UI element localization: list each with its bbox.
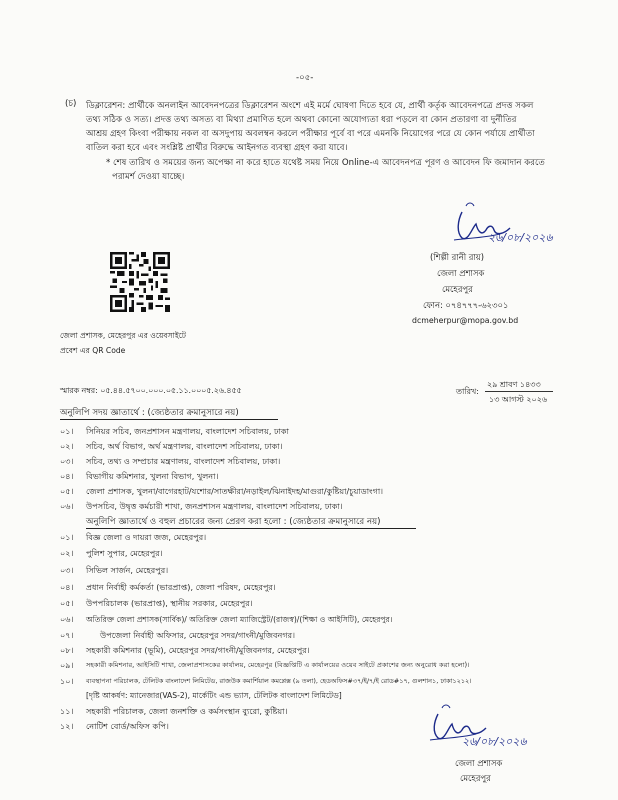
list-item-number: ০৪। <box>60 471 74 481</box>
declaration-line: তথ্য সঠিক ও সত্য। প্রদত্ত তথ্য অসত্য বা মিথ্যা প্রমাণিত হলে অথবা কোনো অযোগ্যতা ধরা পড়লে বা কোন প্রতারণা বা দুর্নীতির <box>86 115 517 125</box>
list-item-number: ০১। <box>60 532 74 542</box>
page-number: -০৫- <box>296 73 314 83</box>
list-item-number: ০৩। <box>60 456 74 466</box>
list-item: সিনিয়র সচিব, জনপ্রশাসন মন্ত্রণালয়, বাংলাদেশ সচিবালয়, ঢাকা <box>86 426 289 436</box>
signature-date: ২৬/০৮/২০২৬ <box>488 231 553 244</box>
qr-caption: প্রবেশ এর QR Code <box>60 346 126 355</box>
signature-date: ২৬/০৮/২০২৬ <box>462 735 527 748</box>
list-item: বিভাগীয় কমিশনার, খুলনা বিভাগ, খুলনা। <box>86 471 219 481</box>
list-item-number: ০৬। <box>60 614 74 624</box>
list-item: সহকারী কমিশনার, আইসিটি শাখা, জেলাপ্রশাসকের কার্যালয়, মেহেরপুর (বিজ্ঞপ্তিটি এ কার্যালয়ের ওয়েব সাইটে প্রকাশের জন্য অনুরোধ করা হলো)। <box>86 661 470 669</box>
declaration-line: ডিক্লারেশন: প্রার্থীকে অনলাইন আবেদনপত্রের ডিক্লারেশন অংশে এই মর্মে ঘোষণা দিতে হবে যে, প্রার্থী কর্তৃক আবেদনপত্রে প্রদত্ত সকল <box>86 101 534 111</box>
section-index: (চ) <box>65 99 77 109</box>
list-item-number: ০১। <box>60 426 74 436</box>
cc-action-heading: অনুলিপি জ্ঞাতার্থে ও বহুল প্রচারের জন্য প্রেরণ করা হলো : (জ্যেষ্ঠতার ক্রমানুসারে নয়) <box>86 517 381 527</box>
advice-note-line: * শেষ তারিখ ও সময়ের জন্য অপেক্ষা না করে হাতে যথেষ্ট সময় নিয়ে Online-এ আবেদনপত্র পূরণ ও আবেদন ফি জমাদান করতে <box>106 158 545 168</box>
signatory-email: dcmeherpur@mopa.gov.bd <box>412 316 519 325</box>
signatory-district: মেহেরপুর <box>442 284 473 294</box>
cc-info-heading: অনুলিপি সদয় জ্ঞাতার্থে : (জ্যেষ্ঠতার ক্রমানুসারে নয়) <box>60 408 239 418</box>
declaration-line: বাতিল করা হবে এবং সংশ্লিষ্ট প্রার্থীর বিরুদ্ধে আইনগত ব্যবস্থা গ্রহণ করা যাবে। <box>86 143 348 153</box>
list-item: প্রধান নির্বাহী কর্মকর্তা (ভারপ্রাপ্ত), জেলা পরিষদ, মেহেরপুর। <box>86 582 276 592</box>
list-item: সহকারী কমিশনার (ভূমি), মেহেরপুর সদর/গাংনী/মুজিবনগর, মেহেরপুর। <box>86 645 310 655</box>
signatory-district: মেহেরপুর <box>460 773 491 783</box>
list-item: উপজেলা নির্বাহী অফিসার, মেহেরপুর সদর/গাংনী/মুজিবনগর। <box>100 630 295 640</box>
list-item-number: ১১। <box>60 706 74 716</box>
date-divider <box>485 391 553 392</box>
list-item: অতিরিক্ত জেলা প্রশাসক(সার্বিক)/ অতিরিক্ত জেলা ম্যাজিস্ট্রেট/(রাজস্ব)/(শিক্ষা ও আইসিটি), মেহেরপুর। <box>86 615 393 624</box>
list-item-number: ১০। <box>60 676 74 686</box>
list-item: উপপরিচালক (ভারপ্রাপ্ত), স্থানীয় সরকার, মেহেরপুর। <box>86 598 253 608</box>
list-item-number: ০৯। <box>60 660 74 670</box>
advice-note <box>106 156 586 184</box>
list-item-number: ০৫। <box>60 486 74 496</box>
list-item: ব্যবস্থাপনা পরিচালক, টেলিটক বাংলাদেশ লিমিটেড, রাজউক কমার্শিয়াল কমপ্লেক্স (৯ তলা), হেডঅফিস#৩৭/ই/৭/ই রোড#১৭, গুলশান১, ঢাকা১২১২। <box>86 677 472 685</box>
list-item-number: ০২। <box>60 441 74 451</box>
list-item: সচিব, তথ্য ও সম্প্রচার মন্ত্রণালয়, বাংলাদেশ সচিবালয়, ঢাকা। <box>86 456 281 466</box>
date-label: তারিখ: <box>456 387 479 396</box>
list-item-number: ০৪। <box>60 582 74 592</box>
advice-note-line: পরামর্শ দেওয়া যাচ্ছে। <box>112 172 185 182</box>
list-item-number: ০৫। <box>60 598 74 608</box>
signatory-designation: জেলা প্রশাসক <box>455 758 503 768</box>
qr-caption: জেলা প্রশাসক, মেহেরপুর এর ওয়েবসাইটে <box>60 331 186 340</box>
list-item: সহকারী পরিচালক, জেলা জনশক্তি ও কর্মসংস্থান ব্যুরো, কুষ্টিয়া। <box>86 706 288 716</box>
list-item-number: ১২। <box>60 721 74 731</box>
list-item: নোটিশ বোর্ড/অফিস কপি। <box>86 721 169 731</box>
list-item-number: ০৩। <box>60 565 74 575</box>
list-item: [দৃষ্টি আকর্ষণ: ম্যানেজার(VAS-2), মার্কেটিং এন্ড ভ্যাস, টেলিটক বাংলাদেশ লিমিটেড] <box>86 691 342 700</box>
heading-underline <box>60 419 278 420</box>
signatory-designation: জেলা প্রশাসক <box>437 268 485 278</box>
list-item: সচিব, অর্থ বিভাগ, অর্থ মন্ত্রণালয়, বাংলাদেশ সচিবালয়, ঢাকা। <box>86 441 283 451</box>
qr-code-image <box>110 252 170 312</box>
date-bangla: ২৯ শ্রাবণ ১৪৩৩ <box>487 380 541 389</box>
declaration-line: আশ্রয় গ্রহণ কিংবা পরীক্ষায় নকল বা অসদুপায় অবলম্বন করলে পরীক্ষার পূর্বে বা পরে এমনকি নিয়োগের পরে যে কোন পর্যায়ে প্রার্থীতা <box>86 129 535 139</box>
date-english: ১৩ আগস্ট ২০২৬ <box>489 395 548 404</box>
memo-number: স্মারক নম্বর: ০৫.৪৪.৫৭০০.০০০.০৫.১১.০০০৫.২৬.৪৫৫ <box>60 386 242 395</box>
list-item-number: ০৭। <box>60 630 74 640</box>
heading-underline <box>86 528 416 529</box>
list-item-number: ০৮। <box>60 645 74 655</box>
signatory-name: (শিল্পী রানী রায়) <box>430 252 484 262</box>
list-item: সিভিল সার্জন, মেহেরপুর। <box>86 565 169 575</box>
signatory-phone: ফোন: ০৭৪৭৭৭-৬২৩০১ <box>423 300 509 310</box>
list-item: পুলিশ সুপার, মেহেরপুর। <box>86 548 163 558</box>
list-item: জেলা প্রশাসক, খুলনা/বাগেরহাট/যশোর/সাতক্ষীরা/নড়াইল/ঝিনাইদহ/মাগুরা/কুষ্টিয়া/চুয়াডাংগা। <box>86 486 384 496</box>
declaration-section <box>65 99 586 155</box>
list-item: উপসচিব, উদ্বৃত্ত কর্মচারী শাখা, জনপ্রশাসন মন্ত্রণালয়, বাংলাদেশ সচিবালয়, ঢাকা। <box>86 501 343 511</box>
list-item: বিজ্ঞ জেলা ও দায়রা জজ, মেহেরপুর। <box>86 532 207 542</box>
list-item-number: ০৬। <box>60 501 74 511</box>
list-item-number: ০২। <box>60 548 74 558</box>
